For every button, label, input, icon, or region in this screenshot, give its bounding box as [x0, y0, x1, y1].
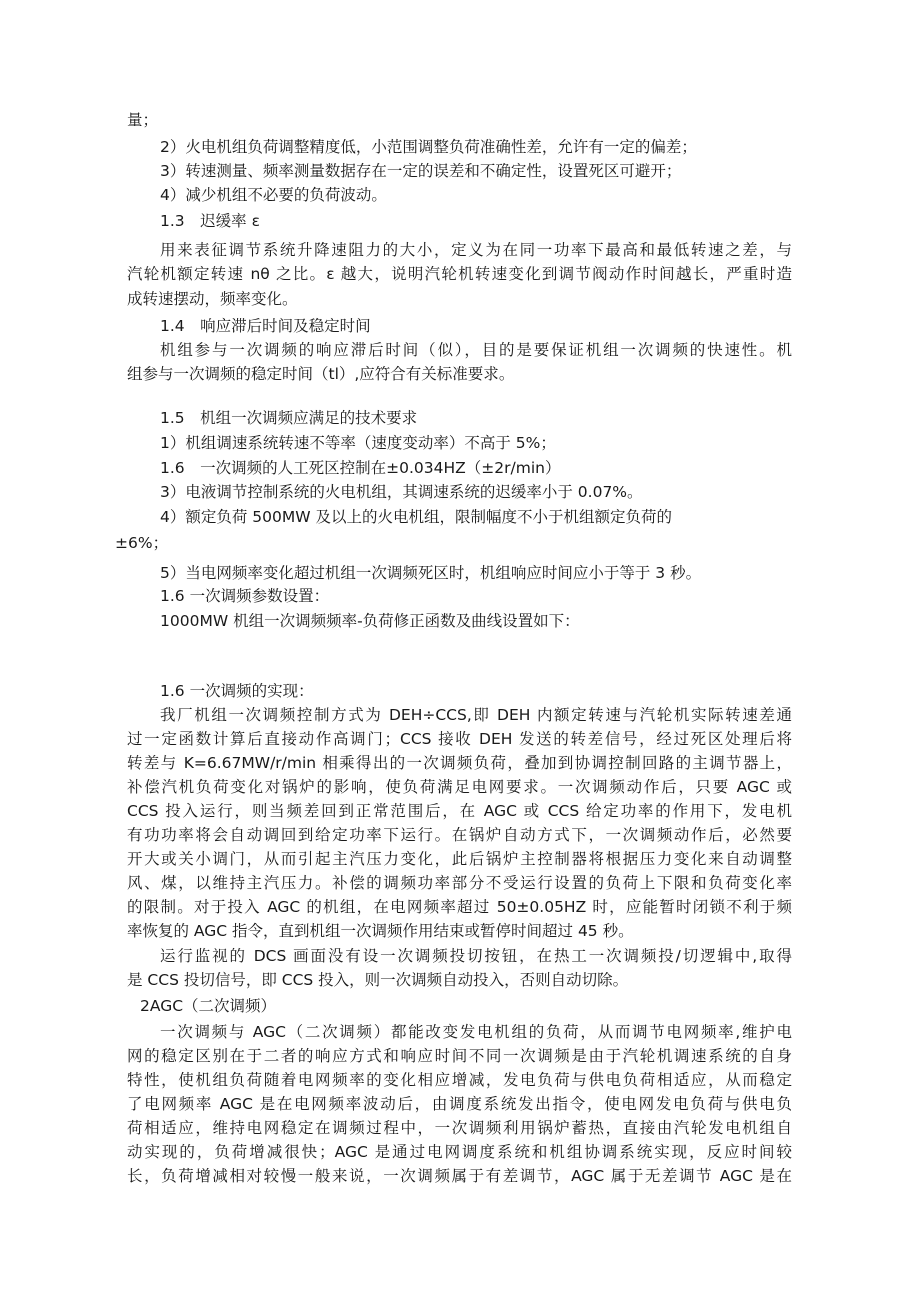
list-item: 4）额定负荷 500MW 及以上的火电机组，限制幅度不小于机组额定负荷的	[160, 508, 673, 526]
paragraph-line: 荷相适应，维持电网稳定在调频过程中，一次调频利用锅炉蓄热，直接由汽轮发电机组自	[127, 1119, 792, 1137]
paragraph-line: 过一定函数计算后直接动作高调门；CCS 接收 DEH 发送的转差信号，经过死区处理后将	[127, 730, 792, 748]
paragraph-line: 补偿汽机负荷变化对锅炉的影响，使负荷满足电网要求。一次调频动作后，只要 AGC 或	[127, 778, 792, 796]
paragraph-line: 有功功率将会自动调回到给定功率下运行。在锅炉自动方式下，一次调频动作后，必然要	[127, 826, 792, 844]
paragraph-line: 我厂机组一次调频控制方式为 DEH÷CCS,即 DEH 内额定转速与汽轮机实际转速差通	[160, 706, 792, 724]
paragraph-line: 一次调频与 AGC（二次调频）都能改变发电机组的负荷，从而调节电网频率,维护电	[160, 1023, 792, 1041]
paragraph-line: 组参与一次调频的稳定时间（tl）,应符合有关标准要求。	[127, 365, 515, 383]
paragraph-line: 长，负荷增减相对较慢一般来说，一次调频属于有差调节，AGC 属于无差调节 AGC 是在	[127, 1167, 792, 1185]
list-item: 2）火电机组负荷调整精度低，小范围调整负荷准确性差，允许有一定的偏差；	[160, 138, 697, 156]
text-line: 量；	[127, 111, 159, 129]
section-heading: 1.6 一次调频参数设置：	[160, 587, 330, 605]
paragraph-line: 率恢复的 AGC 指令，直到机组一次调频作用结束或暂停时间超过 45 秒。	[127, 922, 634, 940]
paragraph-line: 机组参与一次调频的响应滞后时间（似），目的是要保证机组一次调频的快速性。机	[160, 341, 792, 359]
paragraph-line: 了电网频率 AGC 是在电网频率波动后，由调度系统发出指令，使电网发电负荷与供电负	[127, 1095, 792, 1113]
paragraph-line: 转差与 K=6.67MW∕r∕min 相乘得出的一次调频负荷，叠加到协调控制回路的主调节器上，	[127, 754, 792, 772]
section-heading: 1.6 一次调频的实现：	[160, 682, 314, 700]
paragraph-line: 开大或关小调门，从而引起主汽压力变化，此后锅炉主控制器将根据压力变化来自动调整	[127, 850, 792, 868]
paragraph-line: 的限制。对于投入 AGC 的机组，在电网频率超过 50±0.05HZ 时，应能暂时闭锁不利于频	[127, 898, 792, 916]
paragraph-line: 用来表征调节系统升降速阻力的大小，定义为在同一功率下最高和最低转速之差，与	[160, 241, 792, 259]
list-item: 3）转速测量、频率测量数据存在一定的误差和不确定性，设置死区可避开；	[160, 162, 682, 180]
paragraph-line: 运行监视的 DCS 画面没有设一次调频投切按钮，在热工一次调频投/切逻辑中,取得	[160, 947, 792, 965]
list-item: 1.6 一次调频的人工死区控制在±0.034HZ（±2r∕min）	[160, 459, 561, 477]
text-line: 1000MW 机组一次调频频率-负荷修正函数及曲线设置如下：	[160, 612, 580, 630]
paragraph-line: 汽轮机额定转速 nθ 之比。ε 越大，说明汽轮机转速变化到调节阀动作时间越长，严重时造	[127, 265, 792, 283]
paragraph-line: 网的稳定区别在于二者的响应方式和响应时间不同一次调频是由于汽轮机调速系统的自身	[127, 1047, 792, 1065]
paragraph-line: 风、煤，以维持主汽压力。补偿的调频功率部分不受运行设置的负荷上下限和负荷变化率	[127, 874, 792, 892]
list-item: 4）减少机组不必要的负荷波动。	[160, 186, 387, 204]
list-item: ±6%；	[115, 534, 169, 552]
section-heading: 1.4 响应滞后时间及稳定时间	[160, 317, 371, 335]
paragraph-line: CCS 投入运行，则当频差回到正常范围后，在 AGC 或 CCS 给定功率的作用下，发电机	[127, 802, 792, 820]
list-item: 5）当电网频率变化超过机组一次调频死区时，机组响应时间应小于等于 3 秒。	[160, 564, 702, 582]
list-item: 3）电液调节控制系统的火电机组，其调速系统的迟缓率小于 0.07%。	[160, 483, 643, 501]
paragraph-line: 特性，使机组负荷随着电网频率的变化相应增减，发电负荷与供电负荷相适应，从而稳定	[127, 1071, 792, 1089]
section-heading: 1.3 迟缓率 ε	[160, 212, 260, 230]
paragraph-line: 动实现的，负荷增减很快；AGC 是通过电网调度系统和机组协调系统实现，反应时间较	[127, 1143, 792, 1161]
section-heading: 2AGC（二次调频）	[140, 997, 277, 1015]
paragraph-line: 是 CCS 投切信号，即 CCS 投入，则一次调频自动投入，否则自动切除。	[127, 971, 629, 989]
paragraph-line: 成转速摆动，频率变化。	[127, 290, 298, 308]
list-item: 1）机组调速系统转速不等率（速度变动率）不高于 5%；	[160, 434, 556, 452]
section-heading: 1.5 机组一次调频应满足的技术要求	[160, 409, 418, 427]
